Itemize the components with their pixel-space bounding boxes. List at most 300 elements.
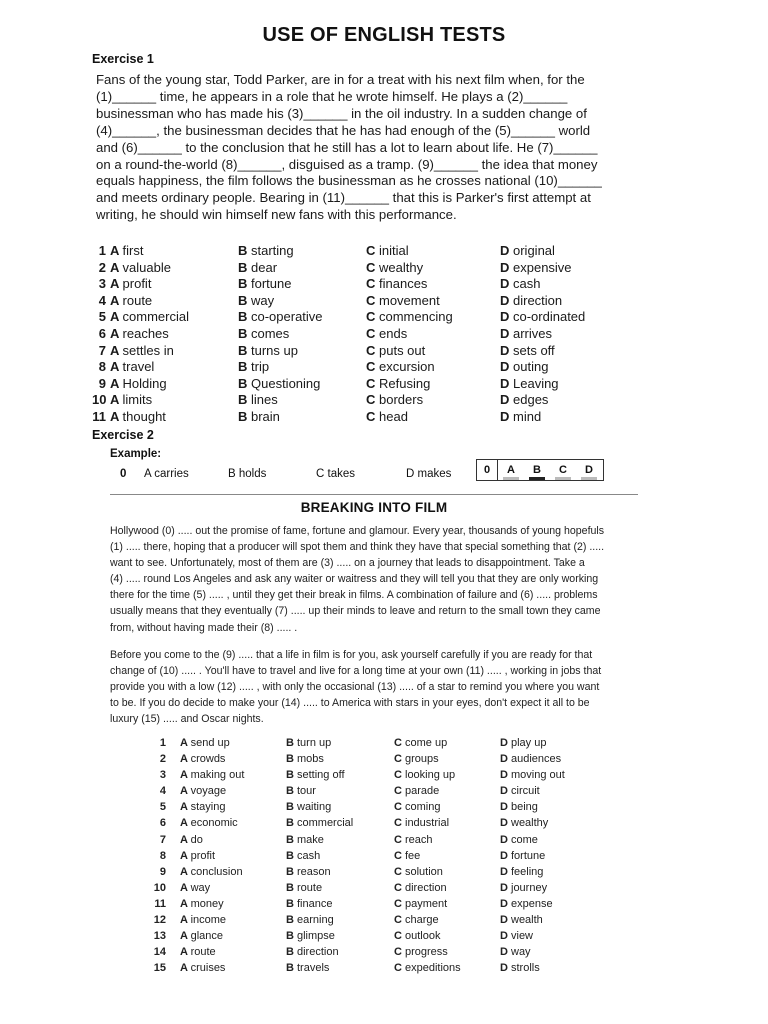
- option-b: [286, 912, 334, 928]
- option-c: [366, 309, 453, 326]
- option-c: [394, 848, 420, 864]
- option-text: comes: [251, 325, 290, 341]
- option-letter: D: [500, 930, 511, 943]
- option-letter: C: [366, 342, 379, 358]
- option-text: strolls: [511, 962, 540, 975]
- option-row: [150, 880, 630, 896]
- option-b: [286, 960, 329, 976]
- option-letter: D: [500, 833, 511, 846]
- option-letter: B: [286, 962, 297, 975]
- option-letter: B: [286, 769, 297, 782]
- option-a: [180, 799, 225, 815]
- option-text: glance: [190, 930, 224, 943]
- option-text: dear: [251, 259, 278, 275]
- option-letter: B: [238, 259, 251, 275]
- option-letter: A: [110, 309, 123, 325]
- option-number: 10: [153, 881, 166, 894]
- option-a: [180, 848, 215, 864]
- option-text: commercial: [122, 309, 189, 325]
- option-letter: C: [394, 881, 405, 894]
- page-title: USE OF ENGLISH TESTS: [262, 24, 506, 46]
- option-a: [110, 243, 143, 260]
- option-letter: A: [110, 243, 123, 258]
- option-d: [500, 783, 540, 799]
- option-a: [180, 783, 226, 799]
- option-row: [150, 783, 630, 799]
- option-a: [110, 343, 174, 360]
- option-c: [394, 799, 440, 815]
- passage-line: (1)______ time, he appears in a role that he wrote himself. He plays a (2)______: [96, 88, 568, 104]
- option-c: [366, 392, 423, 409]
- option-d: [500, 848, 545, 864]
- exercise-2-options: [150, 735, 630, 976]
- option-number: 10: [92, 392, 107, 408]
- option-d: [500, 832, 538, 848]
- option-letter: D: [500, 897, 511, 910]
- option-text: cruises: [190, 962, 226, 975]
- option-d: [500, 880, 547, 896]
- option-text: money: [190, 897, 224, 910]
- option-c: [394, 751, 439, 767]
- option-letter: C: [366, 392, 379, 408]
- option-a: [180, 944, 216, 960]
- option-text: groups: [405, 753, 439, 766]
- option-a: [180, 928, 223, 944]
- option-text: looking up: [405, 769, 456, 782]
- option-d: [500, 392, 548, 409]
- passage-line: usually means that they eventually (7) ..... up their minds to leave and return to the small town they came: [110, 605, 601, 618]
- option-text: crowds: [190, 753, 226, 766]
- option-row: [92, 359, 612, 376]
- option-letter: D: [500, 408, 513, 424]
- option-text: come: [511, 833, 538, 846]
- option-number: 3: [98, 276, 106, 292]
- option-number: 12: [153, 914, 166, 927]
- option-d: [500, 260, 572, 277]
- option-letter: A: [180, 946, 191, 959]
- passage-line: on a round-the-world (8)______, disguised as a tramp. (9)______ the idea that money: [96, 156, 598, 172]
- option-letter: C: [394, 769, 405, 782]
- option-letter: D: [500, 259, 513, 275]
- option-text: reason: [297, 865, 331, 878]
- option-text: journey: [511, 881, 548, 894]
- option-a: [180, 735, 230, 751]
- option-letter: D: [500, 392, 513, 408]
- option-text: send up: [190, 737, 230, 749]
- example-answer-box: [476, 459, 604, 481]
- option-letter: B: [286, 737, 297, 749]
- option-b: [238, 243, 294, 260]
- option-c: [366, 276, 427, 293]
- example-option-b: B holds: [228, 468, 267, 480]
- option-c: [394, 815, 449, 831]
- option-letter: B: [238, 375, 251, 391]
- option-b: [238, 343, 298, 360]
- option-letter: A: [180, 849, 191, 862]
- option-a: [110, 309, 189, 326]
- option-number: 1: [159, 737, 166, 749]
- option-text: arrives: [513, 325, 553, 341]
- option-text: reach: [405, 833, 433, 846]
- option-letter: B: [286, 946, 297, 959]
- option-text: feeling: [511, 865, 544, 878]
- option-text: direction: [297, 946, 339, 959]
- passage-line: (1) ..... there, hoping that a producer will spot them and think they have that special something that (2) .....: [110, 541, 605, 554]
- option-letter: D: [500, 325, 513, 341]
- option-letter: B: [238, 325, 251, 341]
- option-text: route: [122, 292, 153, 308]
- option-letter: C: [366, 292, 379, 308]
- passage-line: from, without having made their (8) ..... .: [110, 621, 298, 634]
- option-letter: A: [110, 259, 123, 275]
- option-d: [500, 293, 562, 310]
- option-text: do: [190, 833, 203, 846]
- option-number: 4: [159, 785, 166, 798]
- option-b: [238, 409, 280, 426]
- option-text: valuable: [122, 259, 171, 275]
- option-text: co-ordinated: [513, 309, 586, 325]
- option-text: route: [297, 881, 323, 894]
- option-text: voyage: [190, 785, 227, 798]
- answer-letter: A: [498, 464, 524, 476]
- option-text: way: [251, 292, 275, 308]
- answer-letter: D: [576, 464, 602, 476]
- option-text: progress: [405, 946, 448, 959]
- option-d: [500, 751, 561, 767]
- option-c: [394, 864, 443, 880]
- option-letter: B: [286, 849, 297, 862]
- option-a: [110, 326, 169, 343]
- option-b: [238, 260, 277, 277]
- option-number: 11: [154, 897, 166, 910]
- paragraph-gap: [110, 636, 640, 647]
- option-c: [394, 880, 447, 896]
- option-number: 4: [98, 292, 106, 308]
- option-row: [150, 735, 630, 751]
- answer-letter: B: [524, 464, 550, 476]
- option-text: fortune: [511, 849, 546, 862]
- option-a: [110, 276, 151, 293]
- answer-letter: C: [550, 464, 576, 476]
- option-d: [500, 359, 548, 376]
- option-text: expense: [511, 897, 553, 910]
- option-letter: D: [500, 375, 513, 391]
- option-row: [150, 751, 630, 767]
- option-c: [394, 896, 447, 912]
- passage-line: change of (10) ..... . You'll have to travel and live for a long time at your own (11) ..... , working in jobs that: [110, 664, 602, 677]
- option-b: [286, 767, 345, 783]
- option-letter: D: [500, 753, 511, 766]
- option-letter: C: [394, 817, 405, 830]
- option-letter: C: [394, 737, 405, 749]
- option-c: [394, 960, 461, 976]
- option-d: [500, 409, 541, 426]
- option-letter: B: [286, 801, 297, 814]
- option-letter: D: [500, 914, 511, 927]
- option-letter: D: [500, 359, 513, 375]
- option-text: play up: [511, 737, 547, 749]
- option-letter: A: [180, 865, 191, 878]
- option-text: route: [190, 946, 216, 959]
- option-text: direction: [405, 881, 447, 894]
- option-letter: B: [238, 392, 251, 408]
- option-text: excursion: [379, 359, 435, 375]
- option-number: 5: [159, 801, 166, 814]
- option-b: [286, 880, 322, 896]
- option-text: mobs: [297, 753, 324, 766]
- option-text: profit: [190, 849, 216, 862]
- option-text: making out: [190, 769, 245, 782]
- option-d: [500, 928, 533, 944]
- option-text: coming: [405, 801, 441, 814]
- option-d: [500, 767, 565, 783]
- option-letter: B: [238, 309, 251, 325]
- option-c: [394, 767, 455, 783]
- option-a: [180, 896, 224, 912]
- option-letter: A: [180, 801, 191, 814]
- option-number: 6: [98, 325, 106, 341]
- option-letter: C: [394, 849, 405, 862]
- option-text: Questioning: [251, 375, 321, 391]
- option-b: [238, 293, 274, 310]
- option-number: 7: [159, 833, 166, 846]
- option-d: [500, 896, 553, 912]
- option-number: 9: [159, 865, 166, 878]
- option-a: [180, 960, 225, 976]
- option-text: wealthy: [379, 259, 424, 275]
- option-b: [286, 848, 320, 864]
- option-row: [150, 896, 630, 912]
- option-text: borders: [379, 392, 424, 408]
- passage-line: luxury (15) ..... and Oscar nights.: [110, 713, 264, 726]
- passage-line: writing, he should win himself new fans with this performance.: [96, 207, 457, 223]
- option-text: fee: [405, 849, 421, 862]
- option-letter: B: [238, 342, 251, 358]
- option-number: 11: [92, 408, 106, 424]
- passage-line: Fans of the young star, Todd Parker, are in for a treat with his next film when, for the: [96, 72, 585, 87]
- option-letter: A: [110, 325, 123, 341]
- example-option-d: D makes: [406, 468, 452, 480]
- option-b: [286, 864, 331, 880]
- option-text: finance: [297, 897, 333, 910]
- option-a: [110, 260, 171, 277]
- option-c: [366, 260, 423, 277]
- option-row: [150, 848, 630, 864]
- option-text: glimpse: [297, 930, 335, 943]
- option-d: [500, 960, 540, 976]
- option-letter: A: [180, 833, 191, 846]
- option-text: charge: [405, 914, 439, 927]
- option-letter: D: [500, 881, 511, 894]
- option-text: view: [511, 930, 534, 943]
- option-letter: D: [500, 309, 513, 325]
- option-number: 8: [98, 359, 106, 375]
- option-text: waiting: [297, 801, 332, 814]
- option-letter: C: [394, 753, 405, 766]
- option-text: wealthy: [511, 817, 549, 830]
- option-number: 6: [159, 817, 166, 830]
- option-row: [150, 912, 630, 928]
- option-b: [286, 896, 332, 912]
- option-text: Refusing: [379, 375, 431, 391]
- option-letter: C: [366, 309, 379, 325]
- option-letter: D: [500, 865, 511, 878]
- passage-heading: BREAKING INTO FILM: [300, 500, 448, 515]
- option-letter: D: [500, 849, 511, 862]
- option-b: [286, 928, 335, 944]
- option-text: payment: [405, 897, 448, 910]
- option-b: [238, 276, 291, 293]
- option-letter: D: [500, 737, 511, 749]
- option-letter: A: [180, 753, 191, 766]
- option-row: [150, 799, 630, 815]
- option-letter: D: [500, 769, 511, 782]
- option-d: [500, 944, 531, 960]
- option-number: 15: [153, 962, 166, 975]
- option-text: brain: [251, 408, 280, 424]
- option-a: [110, 376, 167, 393]
- option-letter: A: [110, 276, 123, 292]
- option-text: co-operative: [251, 309, 323, 325]
- option-text: head: [379, 408, 408, 424]
- option-letter: A: [180, 737, 191, 749]
- option-letter: A: [110, 292, 123, 308]
- example-option-c: C takes: [316, 468, 355, 480]
- option-row: [92, 276, 612, 293]
- option-letter: B: [286, 833, 297, 846]
- option-c: [366, 243, 409, 260]
- option-text: way: [190, 881, 211, 894]
- option-letter: A: [180, 817, 191, 830]
- option-text: earning: [297, 914, 334, 927]
- option-row: [150, 944, 630, 960]
- option-text: turn up: [297, 737, 332, 749]
- option-b: [238, 326, 289, 343]
- option-letter: C: [394, 785, 405, 798]
- option-text: direction: [513, 292, 563, 308]
- option-b: [286, 735, 331, 751]
- option-text: reaches: [122, 325, 169, 341]
- option-c: [394, 832, 433, 848]
- passage-line: want to see. Unfortunately, most of them are (3) ..... on a journey that leads to disappointment. Take a: [110, 557, 585, 570]
- option-row: [92, 293, 612, 310]
- option-letter: A: [180, 785, 191, 798]
- option-letter: B: [286, 785, 297, 798]
- option-letter: D: [500, 276, 513, 292]
- option-a: [110, 392, 152, 409]
- option-row: [92, 392, 612, 409]
- option-d: [500, 864, 543, 880]
- option-b: [238, 392, 278, 409]
- option-letter: B: [286, 753, 297, 766]
- option-letter: C: [366, 243, 379, 258]
- option-row: [92, 309, 612, 326]
- option-a: [180, 864, 243, 880]
- option-b: [286, 751, 324, 767]
- option-text: commencing: [379, 309, 453, 325]
- option-c: [394, 912, 439, 928]
- option-text: settles in: [122, 342, 174, 358]
- option-row: [150, 767, 630, 783]
- exercise-1-options: [92, 243, 612, 426]
- option-d: [500, 326, 552, 343]
- option-letter: A: [110, 392, 123, 408]
- option-c: [366, 326, 407, 343]
- passage-line: there for the time (5) ..... , until they get their break in films. A combination of failure and (6) ..... problems: [110, 589, 598, 602]
- option-text: mind: [513, 408, 542, 424]
- option-d: [500, 799, 538, 815]
- exercise-1-label: Exercise 1: [92, 52, 154, 66]
- option-letter: D: [500, 817, 511, 830]
- option-text: travels: [297, 962, 330, 975]
- option-text: cash: [297, 849, 321, 862]
- option-c: [394, 783, 439, 799]
- option-letter: D: [500, 292, 513, 308]
- passage-line: equals happiness, the film follows the businessman as he crosses national (10)______: [96, 173, 602, 189]
- option-number: 14: [153, 946, 166, 959]
- option-d: [500, 343, 555, 360]
- option-number: 2: [98, 259, 106, 275]
- option-text: sets off: [513, 342, 555, 358]
- option-letter: C: [394, 801, 405, 814]
- option-letter: C: [366, 325, 379, 341]
- option-text: finances: [379, 276, 428, 292]
- option-row: [150, 960, 630, 976]
- option-letter: B: [286, 881, 297, 894]
- option-d: [500, 815, 548, 831]
- option-row: [150, 928, 630, 944]
- option-b: [286, 944, 339, 960]
- option-text: income: [190, 914, 227, 927]
- option-a: [180, 912, 226, 928]
- option-b: [286, 783, 316, 799]
- option-text: movement: [379, 292, 440, 308]
- option-row: [92, 376, 612, 393]
- option-text: Leaving: [513, 375, 559, 391]
- option-letter: C: [366, 375, 379, 391]
- option-text: conclusion: [190, 865, 243, 878]
- option-text: ends: [379, 325, 408, 341]
- passage-line: and (6)______ to the conclusion that he still has a lot to learn about life. He (7)______: [96, 139, 598, 155]
- option-text: expeditions: [405, 962, 461, 975]
- option-b: [286, 799, 331, 815]
- option-letter: C: [394, 962, 405, 975]
- option-c: [366, 343, 425, 360]
- option-letter: B: [286, 914, 297, 927]
- option-row: [92, 243, 612, 260]
- option-c: [394, 944, 448, 960]
- option-letter: B: [238, 243, 251, 258]
- exercise-2-label: Exercise 2: [92, 428, 154, 442]
- option-letter: A: [180, 914, 191, 927]
- option-text: expensive: [513, 259, 572, 275]
- option-text: lines: [251, 392, 278, 408]
- option-text: fortune: [251, 276, 292, 292]
- option-letter: C: [366, 359, 379, 375]
- option-a: [180, 751, 225, 767]
- option-number: 1: [98, 243, 106, 258]
- option-b: [238, 376, 320, 393]
- option-text: limits: [122, 392, 153, 408]
- exercise-2-passage: [110, 523, 640, 727]
- option-letter: C: [394, 946, 405, 959]
- passage-line: to be. If you do decide to make your (14) ..... to America with stars in your eyes, don't expect it all to be: [110, 696, 590, 709]
- option-letter: B: [238, 276, 251, 292]
- option-c: [394, 735, 447, 751]
- option-text: trip: [251, 359, 270, 375]
- option-text: outlook: [405, 930, 441, 943]
- option-number: 9: [98, 375, 106, 391]
